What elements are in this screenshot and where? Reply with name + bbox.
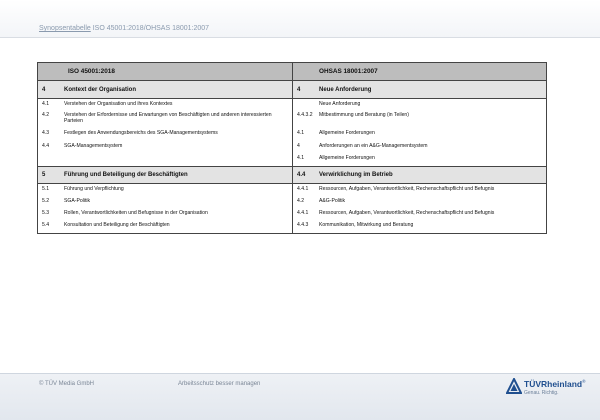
clause-text: Festlegen des Anwendungsbereichs des SGA-Managementsystems (64, 130, 218, 136)
clause-text: Ressourcen, Aufgaben, Verantwortlichkeit, Rechenschaftspflicht und Befugnis (319, 186, 495, 192)
clause-text: A&G-Politik (319, 198, 346, 204)
clause-number: 4.4.1 (297, 186, 309, 192)
clause-number: 4.2 (297, 198, 305, 204)
table-row (38, 184, 546, 196)
tuv-rheinland-triangle-logo-icon (506, 378, 522, 394)
clause-number: 5.2 (42, 198, 50, 204)
clause-number: 5.4 (42, 222, 50, 228)
clause-number: 4 (297, 143, 300, 149)
brand-claim: Genau. Richtig. (524, 390, 559, 396)
clause-text: Mitbestimmung und Beratung (in Teilen) (319, 112, 409, 118)
clause-text: Neue Anforderung (319, 101, 361, 107)
clause-number: 4.1 (297, 154, 305, 161)
section-row-4 (38, 81, 546, 99)
section-row-5 (38, 166, 546, 184)
brand-name: TÜVRheinland® (524, 379, 586, 389)
section-number: 5 (42, 172, 46, 178)
clause-text: SGA-Politik (64, 198, 91, 204)
clause-number: 5.1 (42, 186, 50, 192)
clause-text: Verstehen der Erfordernisse und Erwartungen von Beschäftigten und anderen interessierten Parteien (64, 112, 272, 124)
clause-text: Verstehen der Organisation und ihres Kontextes (64, 101, 173, 107)
footer-copyright: © TÜV Media GmbH (39, 381, 94, 387)
clause-number: 4.1 (297, 130, 305, 136)
clause-number: 4.4.3.2 (297, 112, 313, 118)
footer-tagline: Arbeitsschutz besser managen (178, 381, 261, 387)
clause-text: Konsultation und Beteiligung der Beschäftigten (64, 222, 170, 228)
table-row (38, 128, 546, 141)
clause-text: Kommunikation, Mitwirkung und Beratung (319, 222, 414, 228)
clause-text: SGA-Managementsystem (64, 143, 123, 149)
clause-number: 4.4.1 (297, 210, 309, 216)
section-title: Führung und Beteiligung der Beschäftigten (64, 172, 188, 178)
section-number: 4.4 (297, 172, 306, 178)
table-header-row (38, 63, 546, 81)
column-header-iso: ISO 45001:2018 (68, 68, 115, 75)
section-title: Kontext der Organisation (64, 86, 137, 93)
section-title: Neue Anforderung (319, 86, 372, 93)
section-number: 4 (42, 86, 46, 93)
clause-text: Ressourcen, Aufgaben, Verantwortlichkeit, Rechenschaftspflicht und Befugnis (319, 210, 495, 216)
brand-logo (506, 378, 586, 404)
document-title-link[interactable]: Synopsentabelle (39, 25, 91, 32)
section-number: 4 (297, 86, 301, 93)
clause-text: Anforderungen an ein A&G-Managementsystem (319, 143, 428, 149)
table-row (38, 141, 546, 166)
document-title (39, 25, 209, 32)
section-items-4 (38, 99, 546, 166)
section-items-5 (38, 184, 546, 233)
clause-number: 4.4 (42, 143, 50, 149)
column-header-ohsas: OHSAS 18001:2007 (319, 68, 378, 75)
clause-number: 4.4.3 (297, 222, 309, 228)
section-title: Verwirklichung im Betrieb (319, 172, 393, 178)
brand-registered-mark: ® (582, 379, 586, 385)
clause-text: Allgemeine Forderungen (319, 130, 375, 136)
clause-number (293, 101, 319, 110)
table-row (38, 110, 546, 128)
table-row (38, 99, 546, 110)
clause-number: 4.2 (42, 112, 50, 118)
clause-number: 5.3 (42, 210, 50, 216)
document-title-text: ISO 45001:2018/OHSAS 18001:2007 (90, 25, 210, 32)
clause-text: Führung und Verpflichtung (64, 186, 124, 192)
clause-text: Allgemeine Forderungen (319, 154, 375, 161)
table-row (38, 196, 546, 208)
clause-text: Rollen, Verantwortlichkeiten und Befugnisse in der Organisation (64, 210, 208, 216)
synopsis-table (37, 62, 547, 234)
clause-number: 4.1 (42, 101, 50, 107)
page-header (0, 0, 600, 38)
table-row (38, 208, 546, 220)
table-row (38, 220, 546, 233)
clause-number: 4.3 (42, 130, 50, 136)
